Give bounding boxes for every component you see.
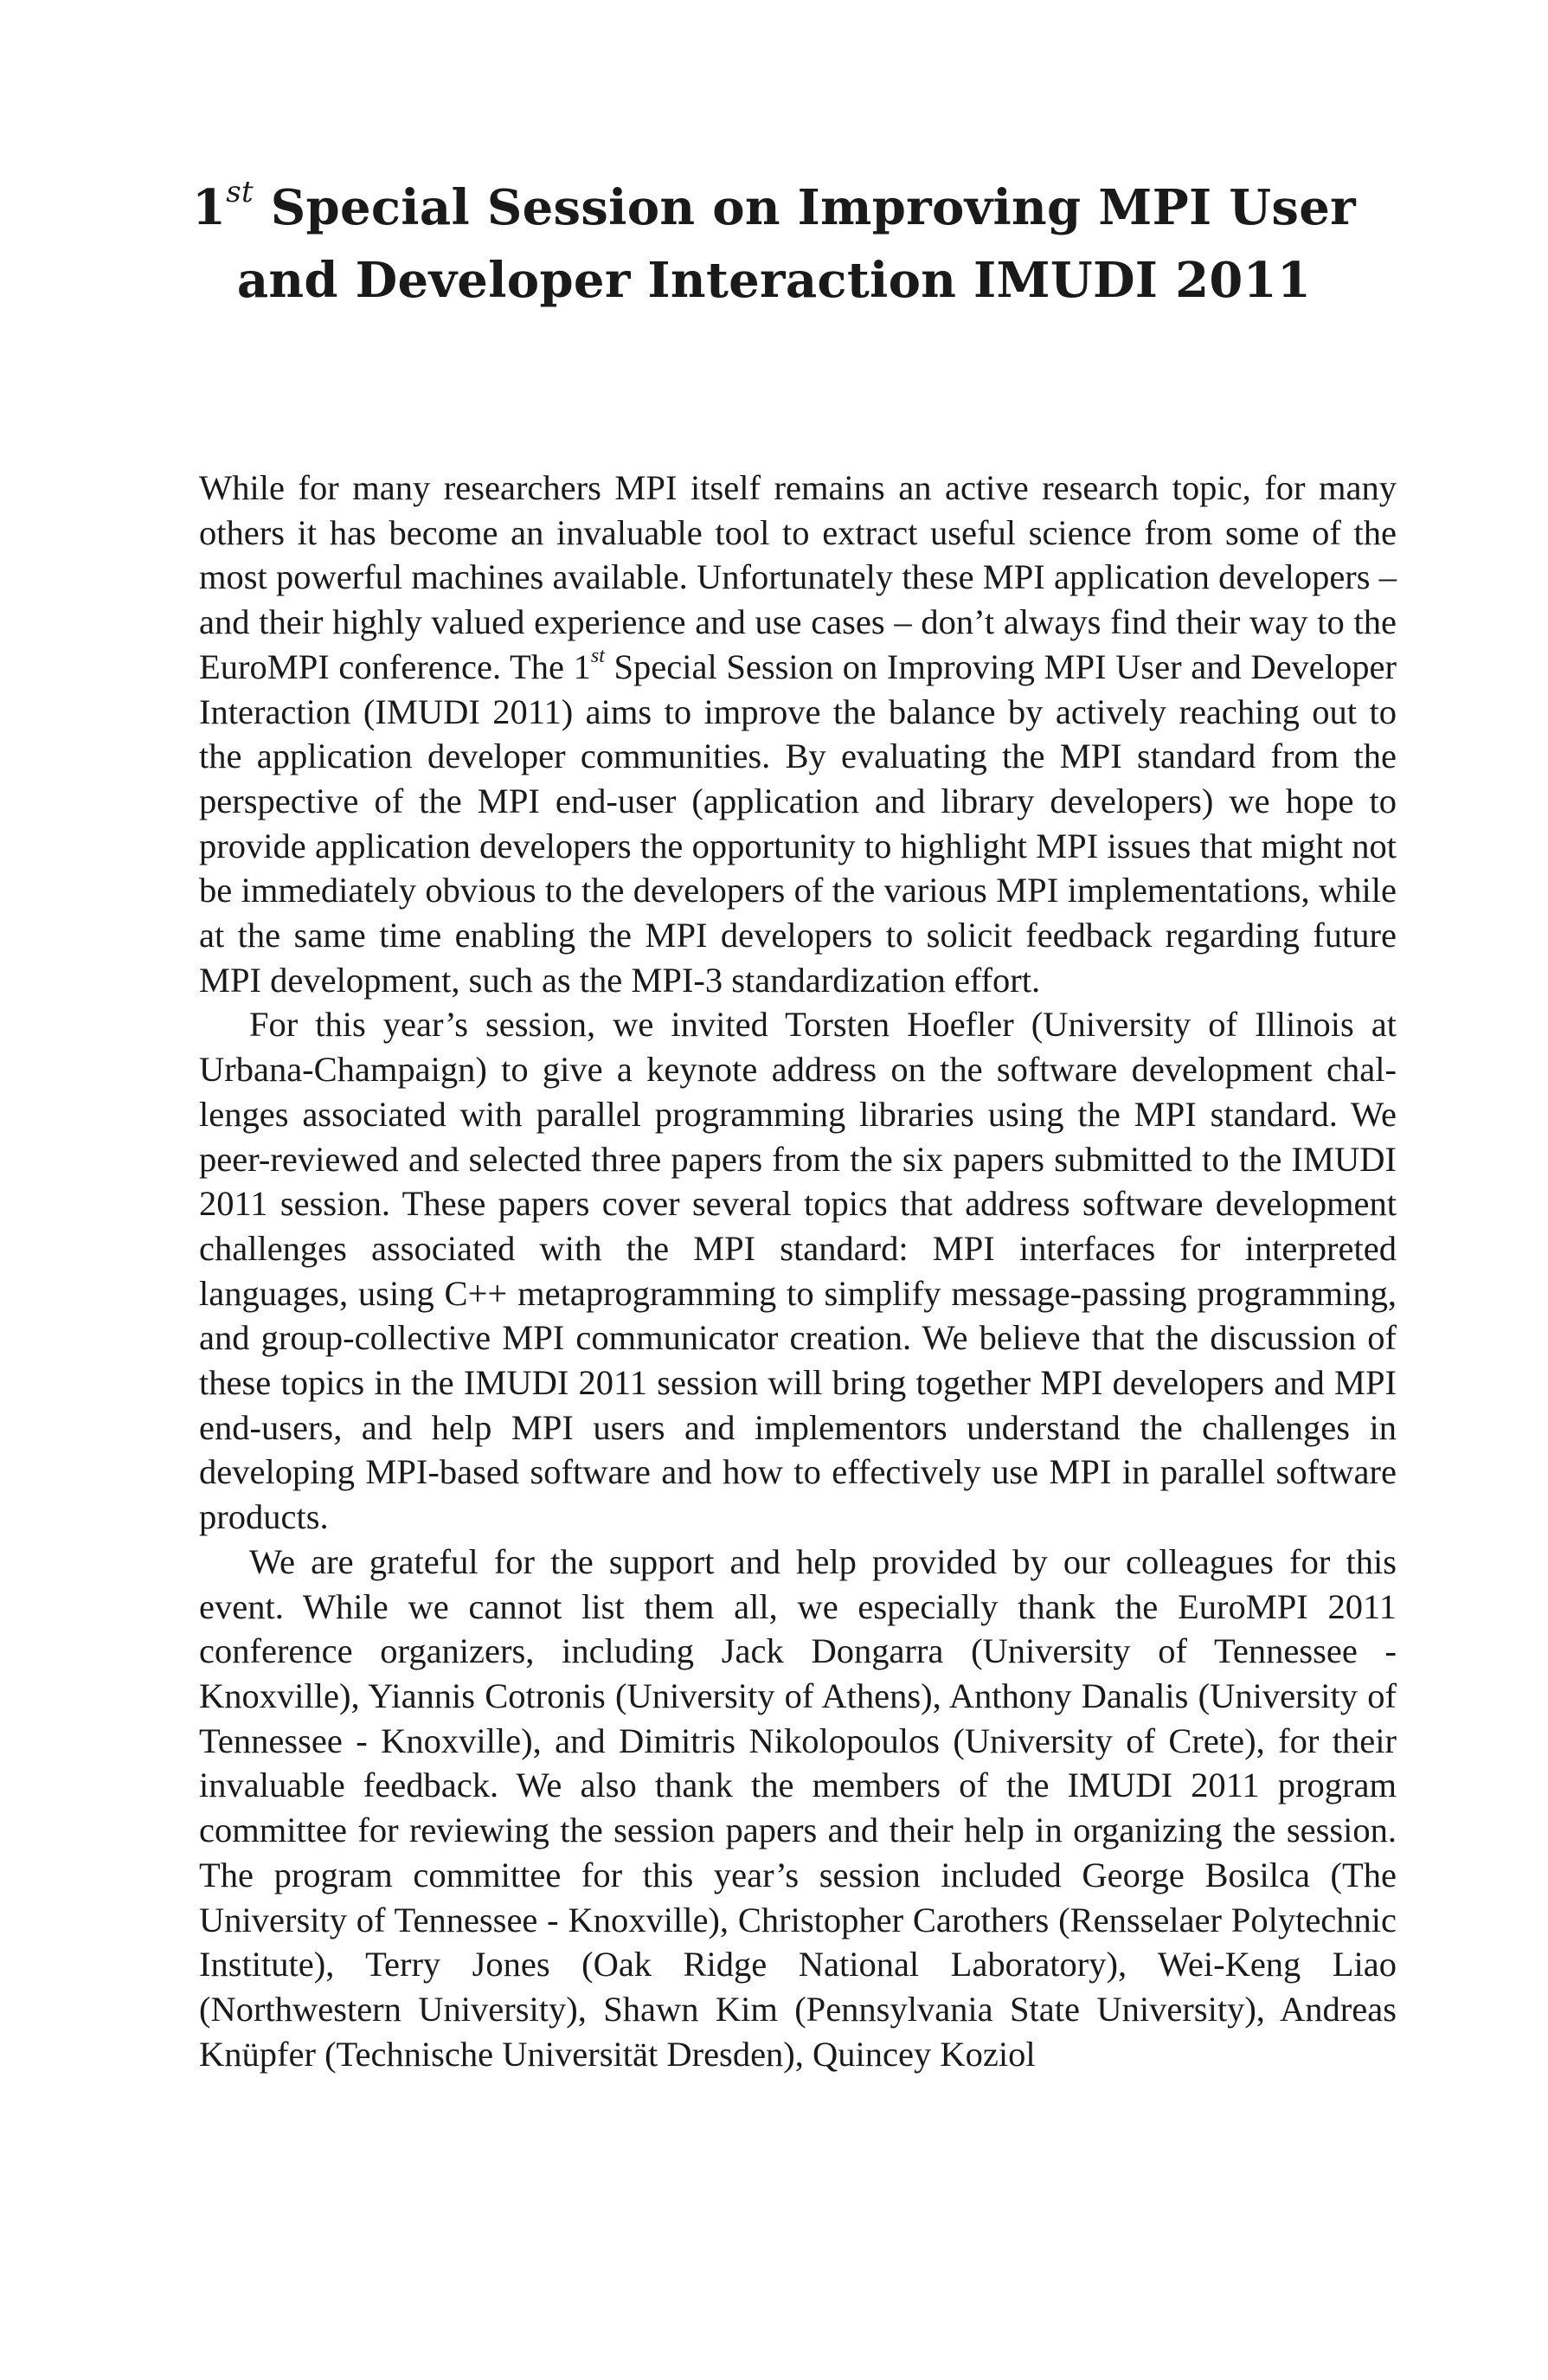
- paragraph-session: For this year’s session, we invited Torsten Hoefler (University of Illinois at Urbana-Champaign) to give a keynote address on the software development challenges associated with parallel programming libraries using the MPI standard. We peer-reviewed and selected three papers from the six papers submitted to the IMUDI 2011 session. These papers cover several topics that address software development challenges associated with the MPI standard: MPI interfaces for interpreted languages, using C++ metaprogramming to simplify message-passing programming, and group-collective MPI communicator creation. We believe that the discussion of these topics in the IMUDI 2011 session will bring together MPI developers and MPI end-users, and help MPI users and implementors understand the challenges in developing MPI-based software and how to effectively use MPI in parallel software products.: [199, 1005, 1397, 1537]
- paragraph-intro: [199, 466, 1397, 1002]
- title-ordinal: 1: [192, 179, 227, 236]
- title-line-1: [192, 175, 1356, 236]
- body-text: [199, 466, 1397, 2076]
- paragraph-intro-ordinal-suffix: st: [590, 645, 605, 668]
- paragraph-acknowledgements: We are grateful for the support and help provided by our colleagues for this event. While we cannot list them all, we especially thank the EuroMPI 2011 conference organizers, including Jack Dongarra (University of Tennessee - Knoxville), Yiannis Cotronis (University of Athens), Anthony Danalis (University of Tennessee - Knoxville), and Dimitris Nikolopoulos (University of Crete), for their invaluable feedback. We also thank the members of the IMUDI 2011 program committee for reviewing the session papers and their help in organizing the session. The program committee for this year’s session included George Bosilca (The University of Tennessee - Knoxville), Christopher Carothers (Rensselaer Polytechnic Institute), Terry Jones (Oak Ridge National Laboratory), Wei-Keng Liao (Northwestern University), Shawn Kim (Pennsylvania State University), Andreas Knüpfer (Technische Universität Dresden), Quincey Koziol: [199, 1541, 1397, 2074]
- title-ordinal-suffix: st: [226, 175, 254, 210]
- paragraph-intro-part-a: While for many researchers MPI itself remains an active research topic, for many others it has become an invaluable tool to extract useful science from some of the most powerful machines available. Unfortunately these MPI application developers – and their highly valued experience and use cases – don’t always find their way to the EuroMPI conference. The 1: [199, 468, 1397, 686]
- title-line-1-text: Special Session on Improving MPI User: [253, 179, 1356, 236]
- paragraph-intro-part-b: Special Session on Improving MPI User and Developer Interaction (IMUDI 2011) aims to improve the balance by actively reaching out to the application developer communities. By evaluating the MPI standard from the perspective of the MPI end-user (application and library developers) we hope to provide application developers the opportunity to highlight MPI issues that might not be immediately obvious to the developers of the various MPI implementations, while at the same time enabling the MPI developers to solicit feedback regarding future MPI development, such as the MPI-3 standardization effort.: [199, 646, 1397, 1000]
- title-line-2: and Developer Interaction IMUDI 2011: [236, 252, 1312, 309]
- paper-title: [0, 171, 1548, 317]
